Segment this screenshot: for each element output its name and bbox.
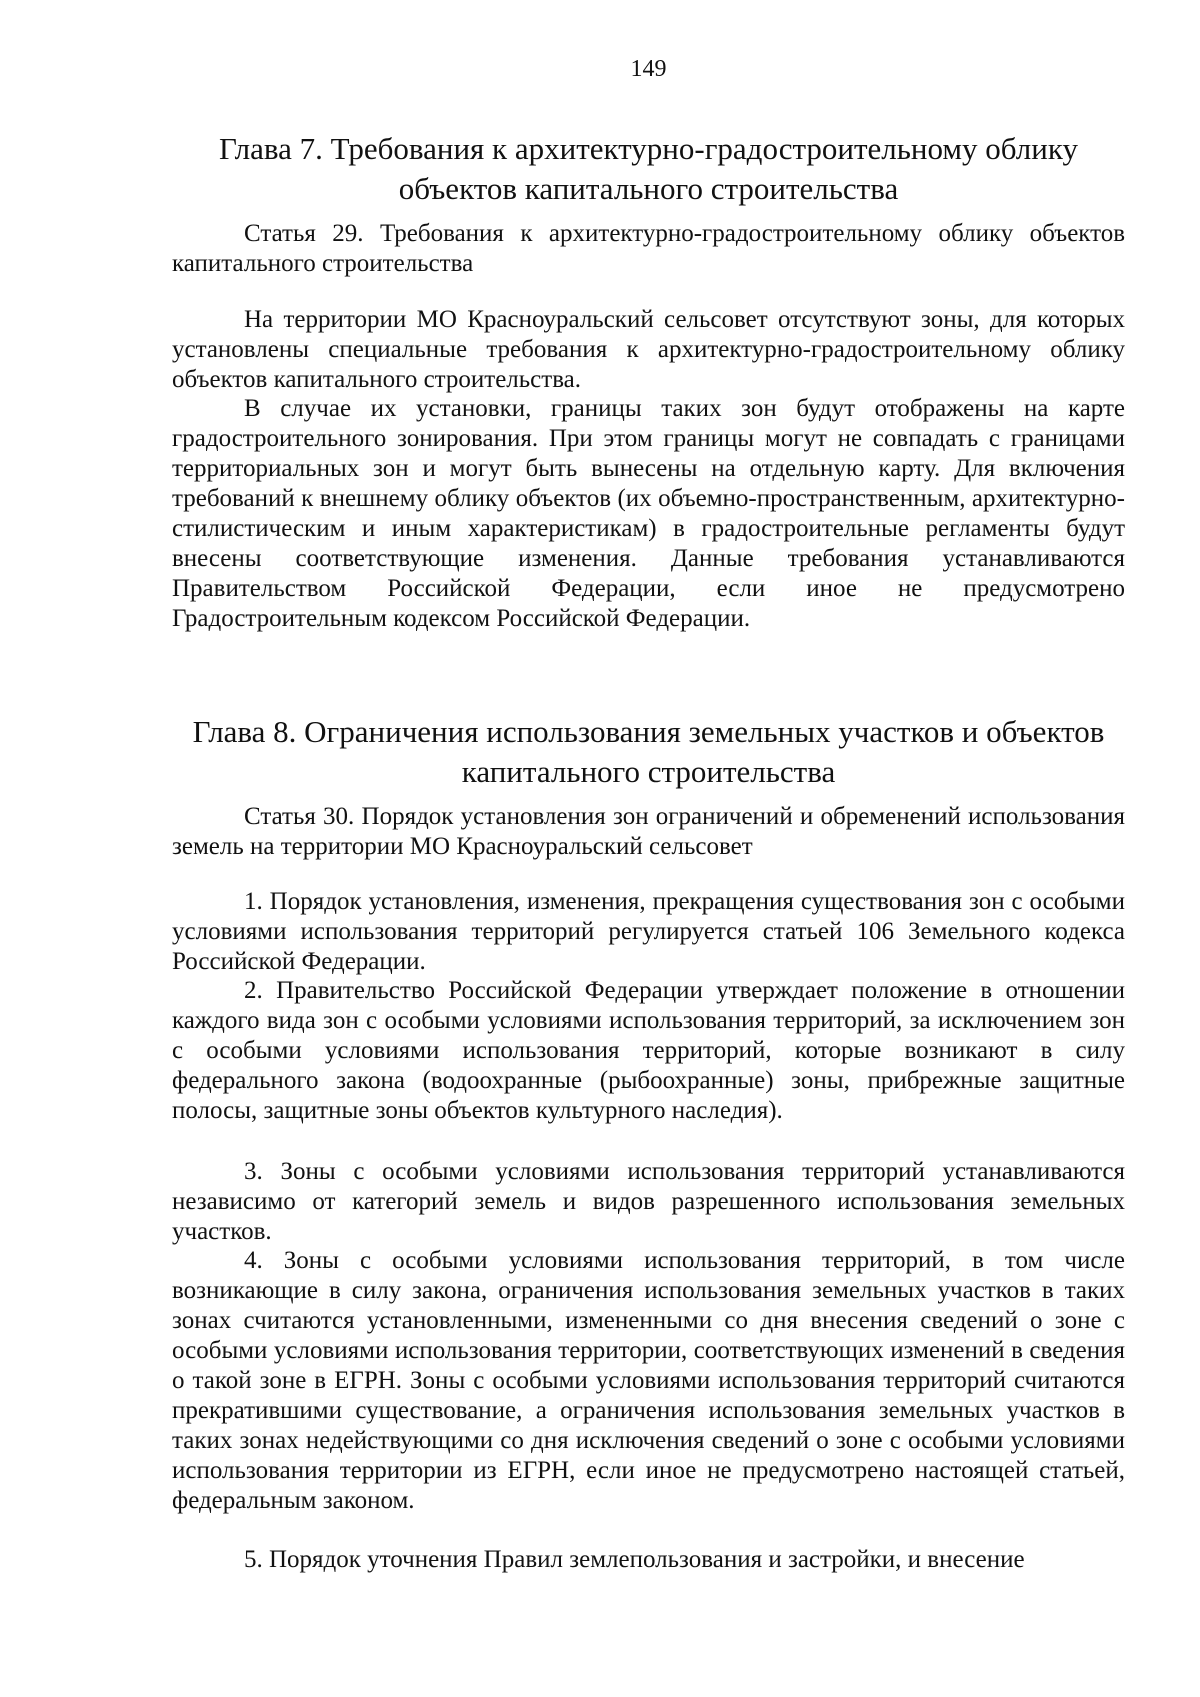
chapter-8-paragraph: 5. Порядок уточнения Правил землепользования и застройки, и внесение xyxy=(244,1546,1025,1573)
page-number: 149 xyxy=(630,56,667,82)
chapter-7-paragraph: В случае их установки, границы таких зон будут отображены на карте градостроительного зонирования. При этом границы могут не совпадать с границами территориальных зон и могут быть вынесены на отдельную карту. Для включения требований к внешнему облику объектов (их объемно-пространственным, архитектурно-стилистическим и иным характеристикам) в градостроительные регламенты будут внесены соответствующие изменения. Данные требования устанавливаются Правительством Российской Федерации, если иное не предусмотрено Градостроительным кодексом Российской Федерации. xyxy=(172,395,1125,632)
chapter-7-paragraph: На территории МО Красноуральский сельсовет отсутствуют зоны, для которых установлены специальные требования к архитектурно-градостроительному облику объектов капитального строительства. xyxy=(172,306,1125,393)
chapter-8-paragraph: 1. Порядок установления, изменения, прекращения существования зон с особыми условиями использования территорий регулируется статьей 106 Земельного кодекса Российской Федерации. xyxy=(172,888,1125,975)
chapter-8-paragraph: 3. Зоны с особыми условиями использования территорий устанавливаются независимо от категорий земель и видов разрешенного использования земельных участков. xyxy=(172,1158,1125,1245)
chapter-7-title: Глава 7. Требования к архитектурно-градостроительному облику объектов капитального строительства xyxy=(219,131,1078,206)
chapter-8-paragraph: 2. Правительство Российской Федерации утверждает положение в отношении каждого вида зон с особыми условиями использования территорий, за исключением зон с особыми условиями использования территорий, которые возникают в силу федерального закона (водоохранные (рыбоохранные) зоны, прибрежные защитные полосы, защитные зоны объектов культурного наследия). xyxy=(172,977,1125,1124)
article-30-title: Статья 30. Порядок установления зон ограничений и обременений использования земель на территории МО Красноуральский сельсовет xyxy=(172,803,1125,860)
chapter-8-title: Глава 8. Ограничения использования земельных участков и объектов капитального строительства xyxy=(192,714,1105,789)
article-29-title: Статья 29. Требования к архитектурно-градостроительному облику объектов капитального строительства xyxy=(172,220,1125,277)
chapter-8-paragraph: 4. Зоны с особыми условиями использования территорий, в том числе возникающие в силу закона, ограничения использования земельных участков в таких зонах считаются установленными, измененными со дня внесения сведений о зоне с особыми условиями использования территории, соответствующих изменений в сведения о такой зоне в ЕГРН. Зоны с особыми условиями использования территорий считаются прекратившими существование, а ограничения использования земельных участков в таких зонах недействующими со дня исключения сведений о зоне с особыми условиями использования территории из ЕГРН, если иное не предусмотрено настоящей статьей, федеральным законом. xyxy=(172,1247,1125,1514)
